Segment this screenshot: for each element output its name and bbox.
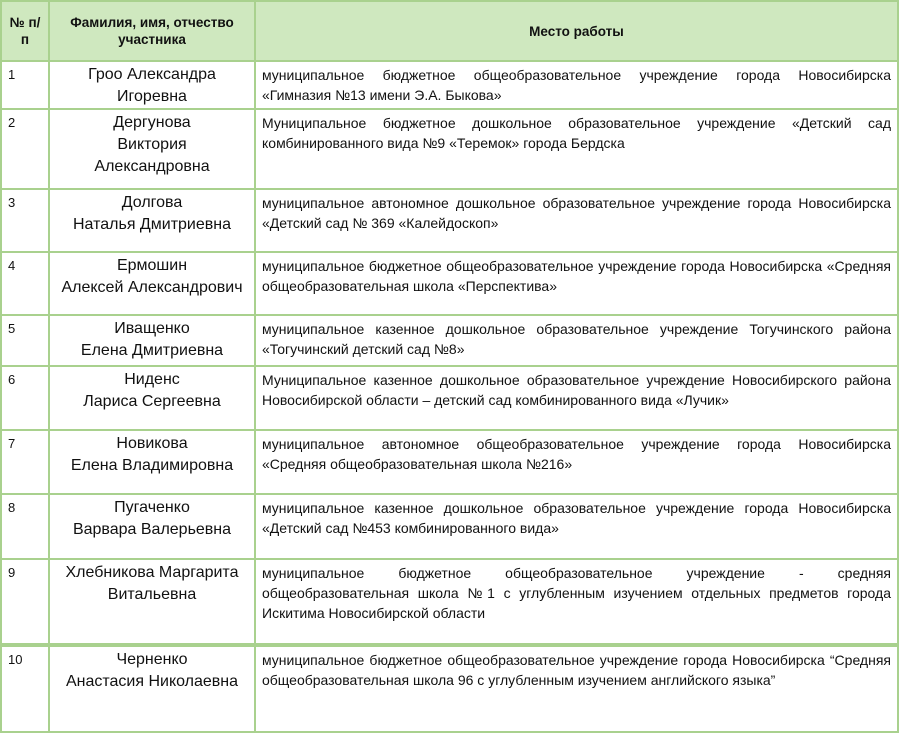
- workplace: муниципальное автономное общеобразовательное учреждение города Новосибирска «Средняя общеобразовательная школа №216»: [255, 430, 898, 494]
- table-row: [1, 494, 898, 559]
- name-line: Варвара Валерьевна: [72, 521, 232, 538]
- participant-name: [49, 61, 255, 109]
- name-line: Новикова: [116, 435, 188, 452]
- header-workplace: Место работы: [255, 1, 898, 61]
- name-line: Дергунова: [113, 114, 191, 131]
- row-number: 8: [1, 494, 49, 559]
- name-line: Анастасия Николаевна: [65, 673, 239, 690]
- table-row: [1, 61, 898, 109]
- workplace: муниципальное казенное дошкольное образовательное учреждение города Новосибирска «Детский сад №453 комбинированного вида»: [255, 494, 898, 559]
- table-header-row: [1, 1, 898, 61]
- workplace: муниципальное бюджетное общеобразовательное учреждение - средняя общеобразовательная школа №1 с углубленным изучением отдельных предметов города Искитима Новосибирской области: [255, 559, 898, 645]
- row-number: 4: [1, 252, 49, 315]
- table-row: [1, 252, 898, 315]
- name-line: Хлебникова Маргарита: [65, 564, 239, 581]
- participant-name: [49, 109, 255, 189]
- name-line: Пугаченко: [114, 499, 190, 516]
- workplace: муниципальное казенное дошкольное образовательное учреждение Тогучинского района «Тогучинский детский сад №8»: [255, 315, 898, 366]
- table-row: [1, 109, 898, 189]
- table-row: [1, 189, 898, 252]
- participant-name: [49, 559, 255, 645]
- name-line: Елена Дмитриевна: [80, 342, 224, 359]
- name-line: Ниденс: [124, 371, 180, 388]
- workplace: Муниципальное бюджетное дошкольное образовательное учреждение «Детский сад комбинированного вида №9 «Теремок» города Бердска: [255, 109, 898, 189]
- participant-name: [49, 494, 255, 559]
- name-line: Лариса Сергеевна: [83, 393, 221, 410]
- name-line: Виктория: [117, 136, 187, 153]
- name-line: Игоревна: [117, 88, 187, 105]
- row-number: 6: [1, 366, 49, 430]
- name-line: Иващенко: [114, 320, 190, 337]
- row-number: 1: [1, 61, 49, 109]
- workplace: Муниципальное казенное дошкольное образовательное учреждение Новосибирского района Новосибирской области – детский сад комбинированного вида «Лучик»: [255, 366, 898, 430]
- row-number: 7: [1, 430, 49, 494]
- name-line: Наталья Дмитриевна: [73, 216, 231, 233]
- name-line: Витальевна: [107, 586, 197, 603]
- name-line: Алексей Александрович: [61, 279, 243, 296]
- participant-name: [49, 366, 255, 430]
- table-row: [1, 315, 898, 366]
- participant-name: [49, 252, 255, 315]
- workplace: муниципальное бюджетное общеобразовательное учреждение города Новосибирска «Средняя общеобразовательная школа «Перспектива»: [255, 252, 898, 315]
- row-number: 9: [1, 559, 49, 645]
- table-row: [1, 430, 898, 494]
- table-row: [1, 366, 898, 430]
- row-number: 2: [1, 109, 49, 189]
- row-number: 5: [1, 315, 49, 366]
- name-line: Ермошин: [116, 257, 188, 274]
- name-line: Александровна: [94, 158, 210, 175]
- participant-name: [49, 645, 255, 732]
- participant-name: [49, 315, 255, 366]
- name-line: Елена Владимировна: [70, 457, 234, 474]
- workplace: муниципальное бюджетное общеобразовательное учреждение города Новосибирска «Гимназия №13 имени Э.А. Быкова»: [255, 61, 898, 109]
- row-number: 10: [1, 645, 49, 732]
- participant-name: [49, 430, 255, 494]
- workplace: муниципальное автономное дошкольное образовательное учреждение города Новосибирска «Детский сад № 369 «Калейдоскоп»: [255, 189, 898, 252]
- workplace: муниципальное бюджетное общеобразовательное учреждение города Новосибирска “Средняя общеобразовательная школа 96 с углубленным изучением английского языка”: [255, 645, 898, 732]
- name-line: Долгова: [121, 194, 183, 211]
- header-name: Фамилия, имя, отчество участника: [49, 1, 255, 61]
- name-line: Черненко: [116, 651, 188, 668]
- name-line: Гроо Александра: [88, 66, 216, 83]
- row-number: 3: [1, 189, 49, 252]
- participant-name: [49, 189, 255, 252]
- table-row: [1, 559, 898, 645]
- table-row: [1, 645, 898, 732]
- header-number: № п/п: [1, 1, 49, 61]
